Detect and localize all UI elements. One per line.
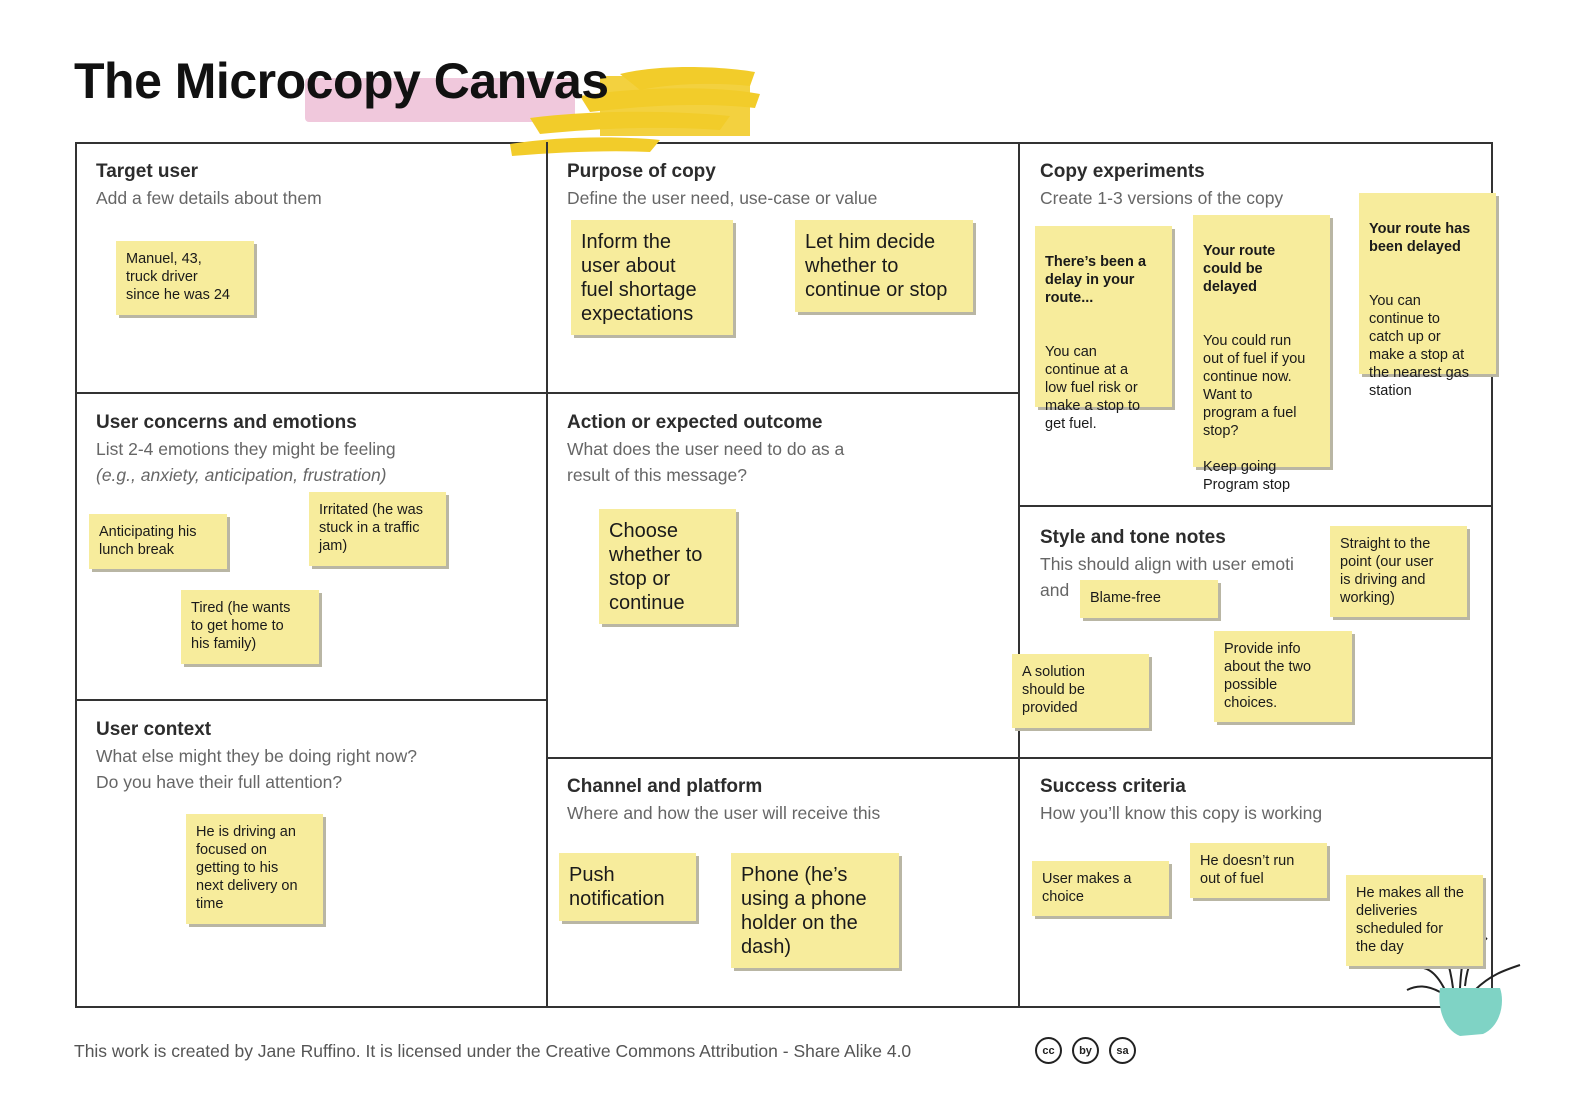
share-alike-icon: sa [1109, 1037, 1136, 1064]
section-title-channel: Channel and platform [567, 776, 763, 797]
section-title-concerns: User concerns and emotions [96, 412, 357, 433]
section-subtitle-target-user: Add a few details about them [96, 188, 322, 208]
experiment-3-body: You can continue to catch up or make a stop at the nearest gas station [1369, 293, 1469, 399]
section-subtitle-success: How you’ll know this copy is working [1040, 803, 1323, 823]
experiment-2-headline: Your route could be delayed [1203, 243, 1276, 295]
sticky-note-experiment-3[interactable] [1359, 193, 1496, 399]
grid-divider [1018, 142, 1020, 1008]
section-title-action: Action or expected outcome [567, 412, 823, 433]
experiment-1-headline: There’s been a delay in your route... [1045, 254, 1147, 306]
sticky-note-concern-2[interactable]: Irritated (he was stuck in a traffic jam) [309, 492, 446, 566]
sticky-note-action[interactable]: Choose whether to stop or continue [599, 509, 736, 624]
section-title-context: User context [96, 719, 212, 740]
section-subtitle-context-2: Do you have their full attention? [96, 772, 343, 792]
section-subtitle-concerns: List 2-4 emotions they might be feeling [96, 439, 396, 459]
sticky-note-purpose-2[interactable]: Let him decide whether to continue or stop [795, 220, 973, 312]
sticky-note-style-2[interactable]: Straight to the point (our user is driving and working) [1330, 526, 1467, 617]
section-subtitle-style-1: This should align with user emoti [1040, 554, 1294, 574]
section-subtitle-style-2: and [1040, 580, 1070, 600]
experiment-2-body: You could run out of fuel if you continue now. Want to program a fuel stop? Keep going Program stop [1203, 333, 1306, 493]
section-title-style: Style and tone notes [1040, 527, 1226, 548]
grid-divider [546, 757, 1493, 759]
section-title-target-user: Target user [96, 161, 199, 182]
grid-divider [75, 699, 546, 701]
sticky-note-success-1[interactable]: User makes a choice [1032, 861, 1169, 916]
section-subtitle-action-2: result of this message? [567, 465, 747, 485]
section-subtitle-context-1: What else might they be doing right now? [96, 746, 418, 766]
sticky-note-purpose-1[interactable]: Inform the user about fuel shortage expectations [571, 220, 733, 335]
section-subtitle-action-1: What does the user need to do as a [567, 439, 845, 459]
attribution-icon: by [1072, 1037, 1099, 1064]
sticky-note-style-3[interactable]: A solution should be provided [1012, 654, 1149, 728]
sticky-note-concern-1[interactable]: Anticipating his lunch break [89, 514, 227, 569]
page-title: The Microcopy Canvas [74, 53, 609, 109]
sticky-note-style-4[interactable]: Provide info about the two possible choices. [1214, 631, 1352, 722]
sticky-note-channel-2[interactable]: Phone (he’s using a phone holder on the dash) [731, 853, 899, 968]
section-example-concerns: (e.g., anxiety, anticipation, frustration) [96, 465, 387, 485]
section-subtitle-experiments: Create 1-3 versions of the copy [1040, 188, 1284, 208]
sticky-note-style-1[interactable]: Blame-free [1080, 580, 1218, 618]
sticky-note-target-user[interactable]: Manuel, 43, truck driver since he was 24 [116, 241, 254, 315]
sticky-note-experiment-1[interactable] [1035, 226, 1172, 432]
sticky-note-context[interactable]: He is driving an focused on getting to his next delivery on time [186, 814, 323, 924]
section-title-experiments: Copy experiments [1040, 161, 1205, 182]
grid-divider [546, 142, 548, 1008]
section-title-success: Success criteria [1040, 776, 1186, 797]
creative-commons-icon: cc [1035, 1037, 1062, 1064]
license-icons [1035, 1037, 1136, 1064]
sticky-note-channel-1[interactable]: Push notification [559, 853, 696, 921]
experiment-3-headline: Your route has been delayed [1369, 221, 1471, 255]
section-subtitle-channel: Where and how the user will receive this [567, 803, 881, 823]
section-subtitle-purpose: Define the user need, use-case or value [567, 188, 878, 208]
sticky-note-experiment-2[interactable] [1193, 215, 1330, 493]
sticky-note-success-3[interactable]: He makes all the deliveries scheduled for the day [1346, 875, 1483, 966]
experiment-1-body: You can continue at a low fuel risk or make a stop to get fuel. [1045, 344, 1141, 432]
footer-attribution: This work is created by Jane Ruffino. It is licensed under the Creative Commons Attribution - Share Alike 4.0 [74, 1041, 912, 1061]
sticky-note-success-2[interactable]: He doesn’t run out of fuel [1190, 843, 1327, 898]
sticky-note-concern-3[interactable]: Tired (he wants to get home to his family) [181, 590, 319, 664]
grid-divider [75, 392, 1018, 394]
section-title-purpose: Purpose of copy [567, 161, 716, 182]
